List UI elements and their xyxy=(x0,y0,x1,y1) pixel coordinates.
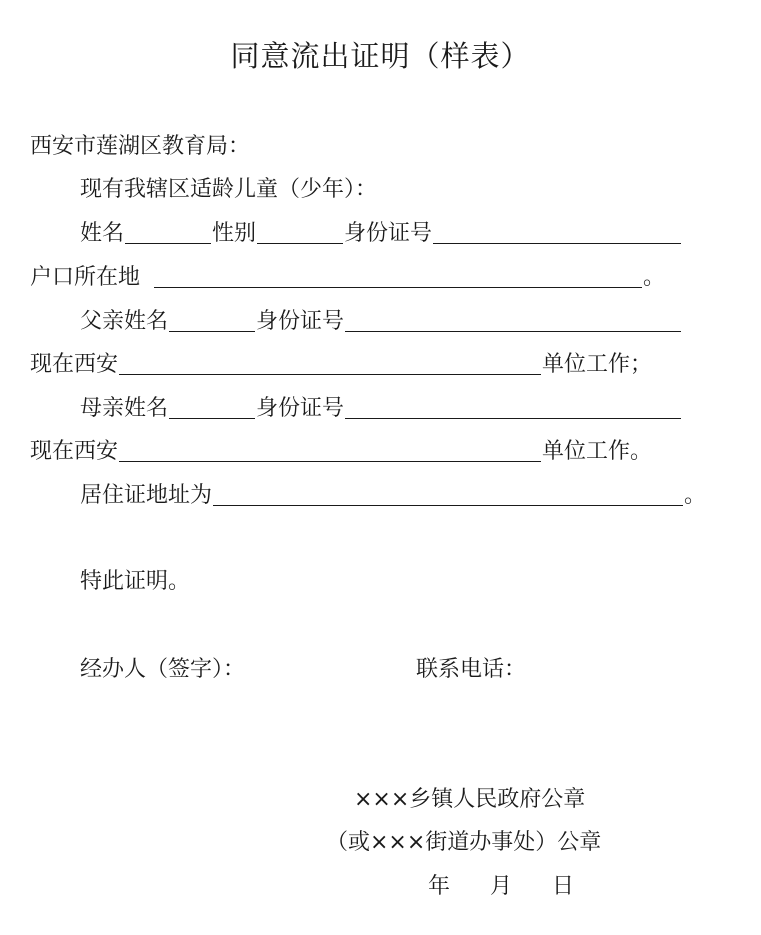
date-month: 月 xyxy=(490,874,513,899)
certify-text: 特此证明。 xyxy=(80,569,191,594)
hukou-end: 。 xyxy=(643,265,666,290)
seal-line-1: ×××乡镇人民政府公章 xyxy=(354,787,586,812)
child-id-field[interactable] xyxy=(433,219,681,244)
residence-end: 。 xyxy=(684,483,707,508)
addressee: 西安市莲湖区教育局： xyxy=(30,134,251,159)
child-id-label: 身份证号 xyxy=(344,221,433,246)
page-title: 同意流出证明（样表） xyxy=(230,39,531,73)
mother-work-field[interactable] xyxy=(119,437,541,462)
handler-label: 经办人（签字）： xyxy=(80,657,246,682)
date-line xyxy=(428,872,574,902)
father-line xyxy=(80,307,682,337)
child-gender-label: 性别 xyxy=(212,221,257,246)
date-day: 日 xyxy=(552,874,575,899)
phone-label: 联系电话： xyxy=(416,657,527,682)
child-name-field[interactable] xyxy=(125,219,211,244)
residence-field[interactable] xyxy=(213,481,683,506)
seal-line-2: （或×××街道办事处）公章 xyxy=(326,830,602,855)
father-id-label: 身份证号 xyxy=(256,309,345,334)
father-name-field[interactable] xyxy=(169,307,255,332)
mother-name-label: 母亲姓名 xyxy=(80,396,169,421)
residence-line xyxy=(80,481,706,511)
date-year: 年 xyxy=(428,874,451,899)
hukou-field[interactable] xyxy=(154,263,642,288)
child-name-label: 姓名 xyxy=(80,221,125,246)
mother-work-line xyxy=(30,437,652,467)
father-id-field[interactable] xyxy=(345,307,681,332)
hukou-label: 户口所在地 xyxy=(30,265,141,290)
mother-name-field[interactable] xyxy=(169,394,255,419)
child-gender-field[interactable] xyxy=(257,219,343,244)
father-work-field[interactable] xyxy=(119,350,541,375)
mother-id-field[interactable] xyxy=(345,394,681,419)
father-name-label: 父亲姓名 xyxy=(80,309,169,334)
intro-line: 现有我辖区适龄儿童（少年）： xyxy=(80,177,378,202)
mother-line xyxy=(80,394,682,424)
father-work-line xyxy=(30,350,652,380)
hukou-line xyxy=(30,263,665,293)
residence-label: 居住证地址为 xyxy=(80,483,213,508)
child-info-line xyxy=(80,219,682,249)
mother-work-prefix: 现在西安 xyxy=(30,439,119,464)
mother-id-label: 身份证号 xyxy=(256,396,345,421)
father-work-suffix: 单位工作； xyxy=(542,352,653,377)
mother-work-suffix: 单位工作。 xyxy=(542,439,653,464)
father-work-prefix: 现在西安 xyxy=(30,352,119,377)
